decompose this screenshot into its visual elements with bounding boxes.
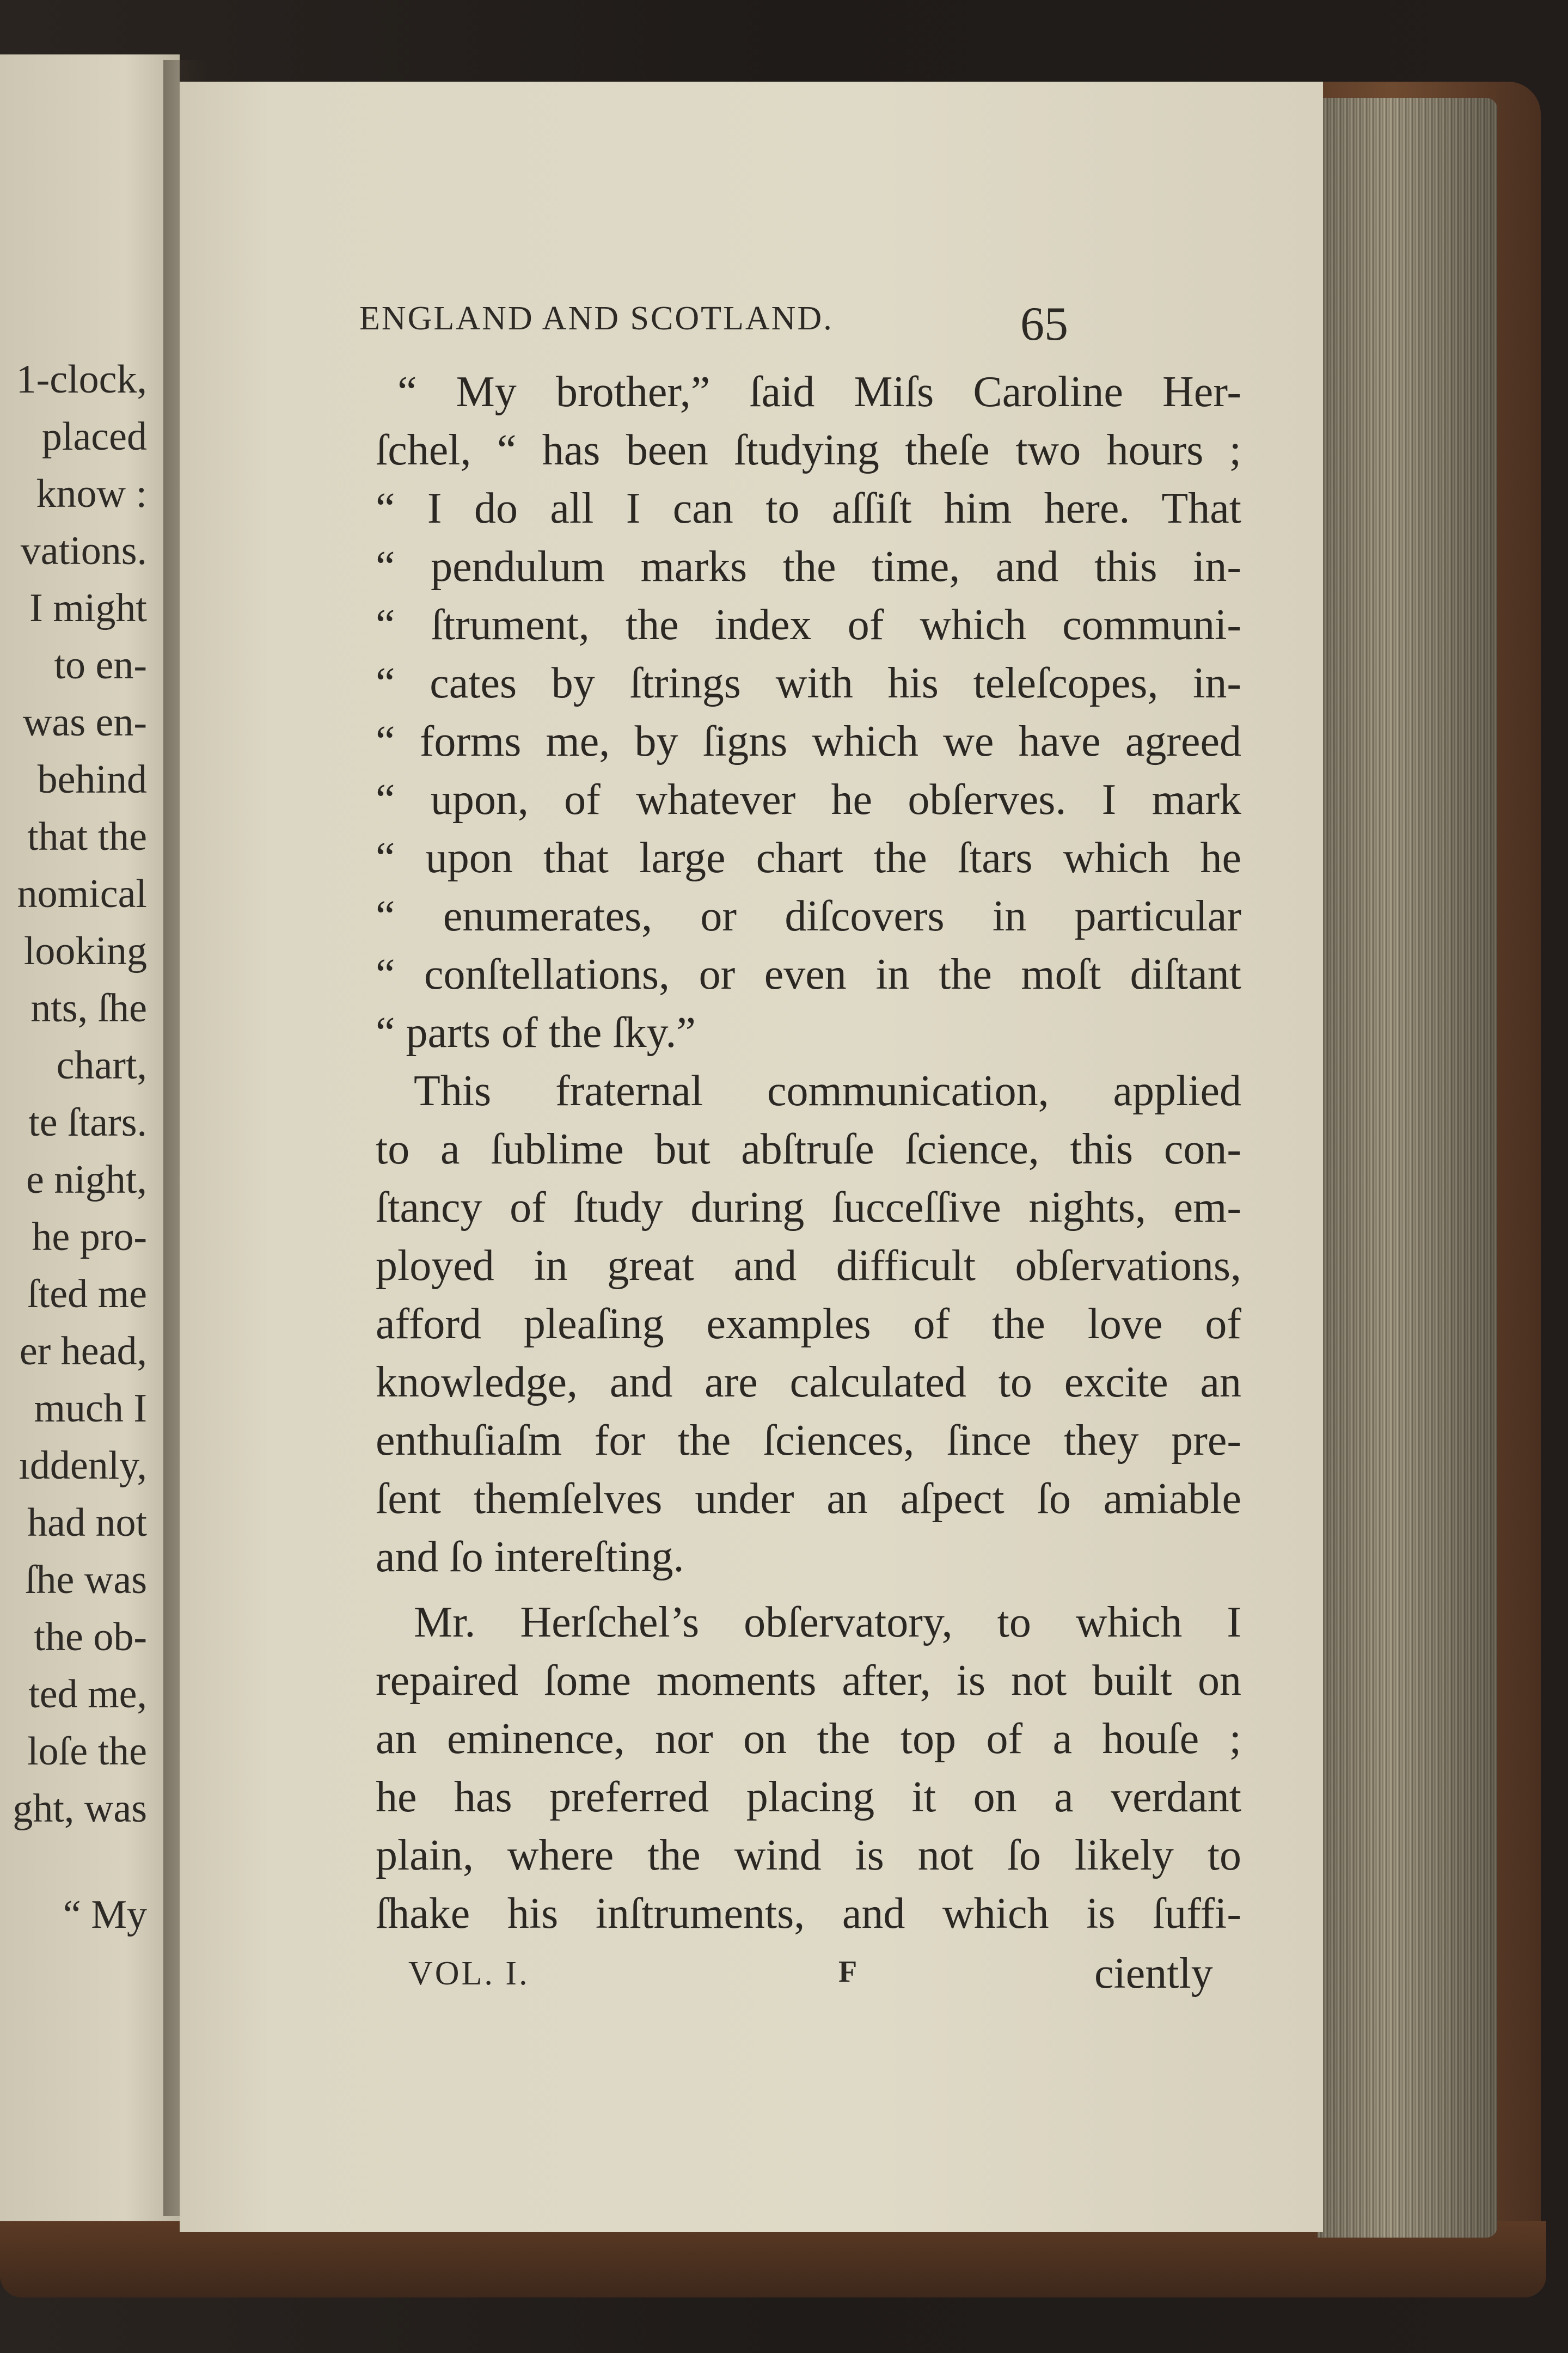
left-page-line: he pro- <box>32 1215 147 1259</box>
left-page-line: ſted me <box>27 1272 147 1316</box>
left-page-line: nomical <box>17 872 147 916</box>
text-line: enthuſiaſm for the ſciences, ſince they pre- <box>376 1417 1241 1465</box>
running-head: ENGLAND AND SCOTLAND. <box>359 300 834 337</box>
text-line: repaired ſome moments after, is not built on <box>376 1657 1241 1705</box>
left-page-line: looking <box>23 929 147 973</box>
left-page-catchword: “ My <box>63 1892 147 1937</box>
text-line: “ enumerates, or diſcovers in particular <box>376 892 1241 940</box>
left-page-line: the ob- <box>34 1615 147 1659</box>
text-line: ſent themſelves under an aſpect ſo amiable <box>376 1475 1241 1523</box>
text-line: and ſo intereſting. <box>376 1533 684 1581</box>
catchword: ciently <box>1094 1950 1213 1997</box>
left-page-line: ıddenly, <box>19 1443 147 1488</box>
left-page-line: had not <box>27 1500 147 1545</box>
left-page-line: ted me, <box>28 1672 147 1717</box>
left-page-line: nts, ſhe <box>30 986 147 1031</box>
text-line: plain, where the wind is not ſo likely to <box>376 1831 1241 1879</box>
text-line: to a ſublime but abſtruſe ſcience, this con- <box>376 1125 1241 1173</box>
text-line: knowledge, and are calculated to excite an <box>376 1358 1241 1406</box>
text-line: “ conſtellations, or even in the moſt diſtant <box>376 951 1241 998</box>
left-page-line: much I <box>34 1386 147 1431</box>
page-fore-edge-shade <box>1318 98 1497 2238</box>
left-page-line: behind <box>37 757 147 802</box>
left-page-line: vations. <box>20 529 147 573</box>
text-line: “ ſtrument, the index of which communi- <box>376 601 1241 649</box>
text-line: ſhake his inſtruments, and which is ſuffi- <box>376 1890 1241 1938</box>
text-line: “ pendulum marks the time, and this in- <box>376 543 1241 591</box>
left-page-line: chart, <box>56 1043 147 1088</box>
left-page-line: ſhe was <box>25 1558 147 1602</box>
text-line: “ My brother,” ſaid Miſs Caroline Her- <box>397 368 1241 416</box>
text-line: ployed in great and difficult obſervations, <box>376 1242 1241 1290</box>
left-page-line: placed <box>41 414 147 459</box>
text-line: an eminence, nor on the top of a houſe ; <box>376 1715 1241 1763</box>
text-line: “ upon, of whatever he obſerves. I mark <box>376 776 1241 824</box>
left-page-line: to en- <box>54 643 147 688</box>
text-line: “ parts of the ſky.” <box>376 1009 696 1057</box>
text-line: “ upon that large chart the ſtars which he <box>376 834 1241 882</box>
left-page-line: te ſtars. <box>28 1100 147 1145</box>
text-line: “ forms me, by ſigns which we have agreed <box>376 718 1241 765</box>
left-page-line: loſe the <box>27 1729 147 1774</box>
signature-mark: F <box>838 1955 857 1989</box>
text-line: afford pleaſing examples of the love of <box>376 1300 1241 1348</box>
left-page-line: was en- <box>22 700 147 745</box>
left-page-line: 1-clock, <box>16 357 147 402</box>
left-page-line: e night, <box>26 1157 147 1202</box>
text-line: ſchel, “ has been ſtudying theſe two hours ; <box>376 426 1241 474</box>
left-page-line: ght, was <box>13 1786 147 1831</box>
left-page-line: er head, <box>19 1329 147 1374</box>
text-line: “ cates by ſtrings with his teleſcopes, in- <box>376 659 1241 707</box>
leather-binding-bottom <box>0 2221 1546 2297</box>
left-page-line: know : <box>36 471 147 516</box>
main-page <box>180 82 1323 2232</box>
left-page-line: that the <box>27 814 147 859</box>
text-line: This fraternal communication, applied <box>414 1067 1241 1115</box>
text-line: he has preferred placing it on a verdant <box>376 1773 1241 1821</box>
left-facing-page <box>0 54 180 2221</box>
text-line: “ I do all I can to aſſiſt him here. That <box>376 485 1241 532</box>
volume-number: VOL. I. <box>408 1955 530 1992</box>
text-line: ſtancy of ſtudy during ſucceſſive nights, em- <box>376 1184 1241 1231</box>
text-line: Mr. Herſchel’s obſervatory, to which I <box>414 1598 1241 1646</box>
left-page-line: I might <box>29 586 147 630</box>
page-number: 65 <box>1020 298 1068 351</box>
